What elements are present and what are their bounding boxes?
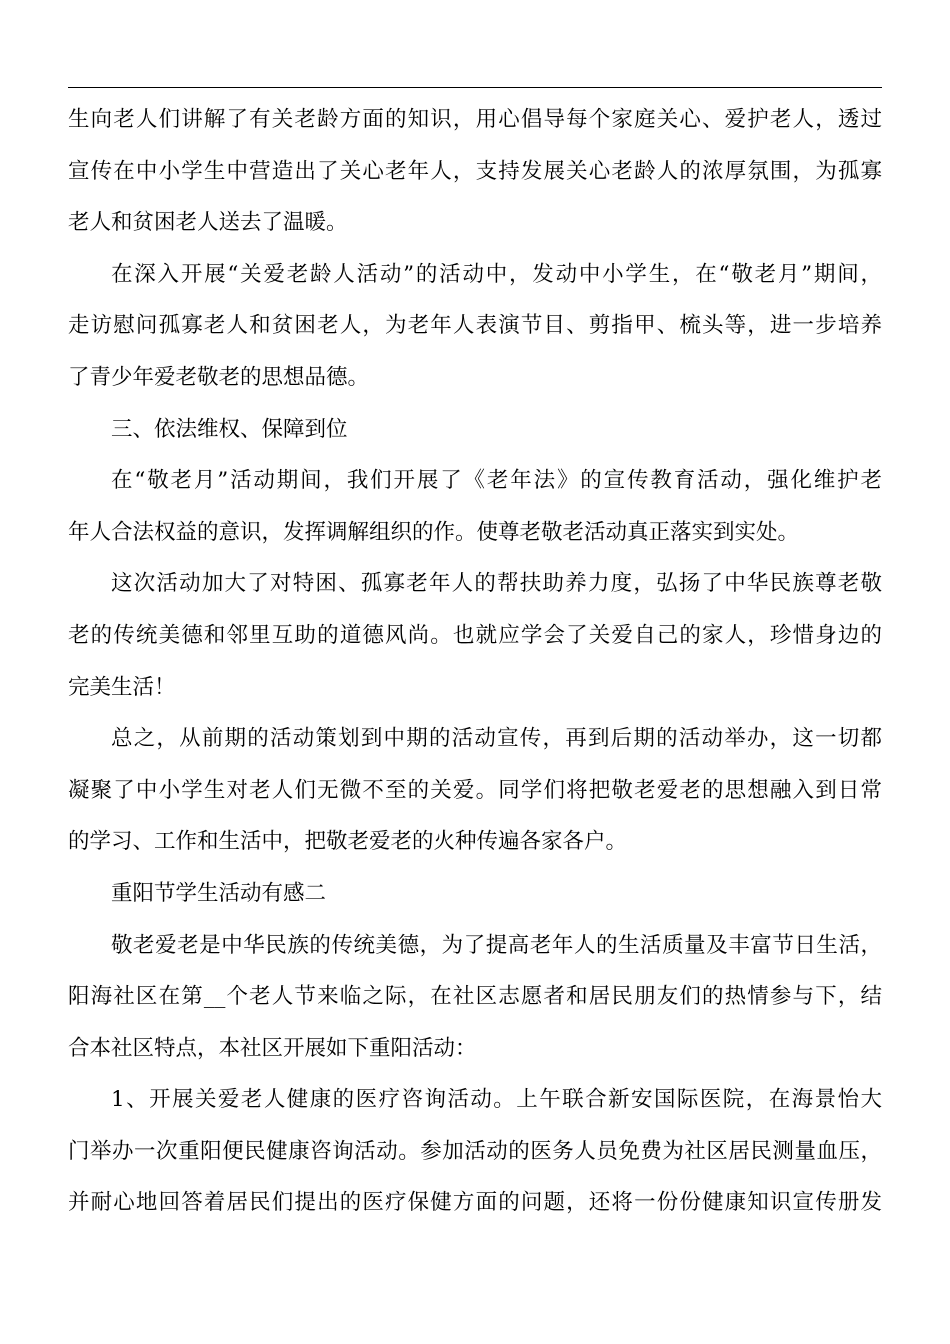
document-body — [68, 94, 882, 1229]
text-line: 合本社区特点，本社区开展如下重阳活动： — [68, 1035, 477, 1061]
text-line: 并耐心地回答着居民们提出的医疗保健方面的问题，还将一份份健康知识宣传册发 — [68, 1190, 882, 1216]
text-line: 老的传统美德和邻里互助的道德风尚。也就应学会了关爱自己的家人，珍惜身边的 — [68, 622, 882, 648]
header-rule — [68, 87, 882, 88]
text-line: 总之，从前期的活动策划到中期的活动宣传，再到后期的活动举办，这一切都 — [111, 726, 882, 752]
text-line: 年人合法权益的意识，发挥调解组织的作。使尊老敬老活动真正落实到实处。 — [68, 519, 800, 545]
text-line: 生向老人们讲解了有关老龄方面的知识，用心倡导每个家庭关心、爱护老人，透过 — [68, 107, 882, 132]
text-line: 敬老爱老是中华民族的传统美德，为了提高老年人的生活质量及丰富节日生活， — [111, 932, 882, 958]
text-line: 凝聚了中小学生对老人们无微不至的关爱。同学们将把敬老爱老的思想融入到日常 — [68, 777, 882, 803]
text-line: 宣传在中小学生中营造出了关心老年人，支持发展关心老龄人的浓厚氛围，为孤寡 — [68, 158, 882, 184]
text-line: 在深入开展“关爱老龄人活动”的活动中，发动中小学生，在“敬老月”期间， — [111, 261, 882, 287]
text-line: 门举办一次重阳便民健康咨询活动。参加活动的医务人员免费为社区居民测量血压， — [68, 1138, 882, 1164]
text-line: 了青少年爱老敬老的思想品德。 — [68, 364, 370, 390]
text-line: 阳海社区在第__个老人节来临之际，在社区志愿者和居民朋友们的热情参与下，结 — [68, 984, 882, 1010]
text-line: 的学习、工作和生活中，把敬老爱老的火种传遍各家各户。 — [68, 829, 628, 855]
text-line: 1、开展关爱老人健康的医疗咨询活动。上午联合新安国际医院，在海景怡大 — [111, 1087, 882, 1113]
text-line: 老人和贫困老人送去了温暖。 — [68, 210, 348, 236]
section-heading: 三、依法维权、保障到位 — [111, 416, 348, 442]
text-line: 这次活动加大了对特困、孤寡老年人的帮扶助养力度，弘扬了中华民族尊老敬 — [111, 571, 882, 597]
text-line: 在“敬老月”活动期间，我们开展了《老年法》的宣传教育活动，强化维护老 — [111, 468, 882, 494]
text-line: 完美生活！ — [68, 674, 176, 700]
section-heading: 重阳节学生活动有感二 — [111, 880, 327, 906]
text-line: 走访慰问孤寡老人和贫困老人，为老年人表演节目、剪指甲、梳头等，进一步培养 — [68, 313, 882, 339]
